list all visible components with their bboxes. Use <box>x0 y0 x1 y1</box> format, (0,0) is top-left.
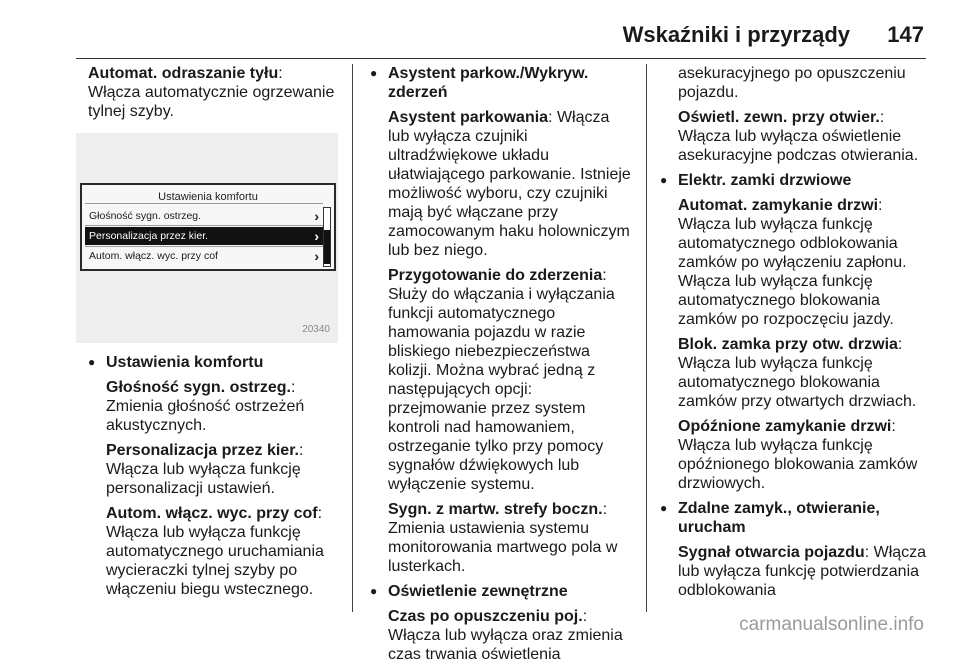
display-menu-label: Głośność sygn. ostrzeg. <box>89 210 202 222</box>
entry-term: Asystent parkowania <box>388 109 549 126</box>
entry-term: Automat. odraszanie tyłu <box>88 65 279 82</box>
entry-term: Sygnał otwarcia pojazdu <box>678 544 865 561</box>
entry-term: Głośność sygn. ostrzeg. <box>106 379 291 396</box>
display-divider <box>85 203 323 204</box>
column-2 <box>370 64 635 670</box>
display-menu-item-selected <box>85 227 323 245</box>
display-title: Ustawienia komfortu <box>158 191 258 203</box>
column-3 <box>660 64 930 606</box>
display-divider <box>85 225 323 226</box>
entry-term: Automat. zamykanie drzwi <box>678 197 879 214</box>
section-bullet-remote: ● Zdalne zamyk., otwieranie, urucham <box>660 499 930 537</box>
entry-item: Przygotowanie do zderzenia: Służy do włączania i wyłączania funkcji automatycznego hamowania pojazdu w razie bliskiego niebezpieczeństwa kolizji. Można wybrać jedną z następujących opcji: przejmowanie przez system kontroli nad hamowaniem, ostrzeganie tylko przy pomocy sygnałów dźwiękowych lub wyłączenie systemu. <box>388 267 615 493</box>
entry-term: Przygotowanie do zderzenia <box>388 267 603 284</box>
entry-term: Blok. zamka przy otw. drzwia <box>678 336 898 353</box>
entry-item: Oświetl. zewn. przy otwier.: Włącza lub wyłącza oświetlenie asekuracyjne podczas otwierania. <box>678 109 919 164</box>
entry-continuation: asekuracyjnego po opuszczeniu pojazdu. <box>678 65 906 101</box>
entry-item: Głośność sygn. ostrzeg.: Zmienia głośność ostrzeżeń akustycznych. <box>106 379 305 434</box>
entry-desc: Włącza lub wyłącza oraz zmienia czas trwania oświetlenia <box>388 627 623 663</box>
chevron-right-icon: › <box>314 208 319 224</box>
column-divider-1 <box>352 64 353 612</box>
display-scrollbar <box>323 207 331 267</box>
entry-item: Sygnał otwarcia pojazdu: Włącza lub wyłącza funkcję potwierdzania odblokowania <box>678 544 927 599</box>
entry-desc: Włącza lub wyłącza funkcję automatycznego blokowania zamków przy otwartych drzwiach. <box>678 355 917 410</box>
entry-rear-defrost: Automat. odraszanie tyłu: Włącza automatycznie ogrzewanie tylnej szyby. <box>88 65 335 120</box>
entry-desc: Włącza automatycznie ogrzewanie tylnej szyby. <box>88 84 335 120</box>
entry-item: Blok. zamka przy otw. drzwia: Włącza lub wyłącza funkcję automatycznego blokowania zamków przy otwartych drzwiach. <box>678 336 917 410</box>
display-menu-label: Autom. włącz. wyc. przy cof <box>89 250 218 262</box>
entry-item: Opóźnione zamykanie drzwi: Włącza lub wyłącza funkcję opóźnionego blokowania zamków drzwiowych. <box>678 418 918 492</box>
display-screen <box>80 183 336 271</box>
entry-term: Oświetl. zewn. przy otwier. <box>678 109 880 126</box>
column-divider-2 <box>646 64 647 612</box>
entry-desc: Włącza lub wyłącza funkcję potwierdzania odblokowania <box>678 544 927 599</box>
display-menu-item <box>85 207 323 225</box>
page-header <box>0 0 960 60</box>
chevron-right-icon: › <box>314 248 319 264</box>
entry-item: Autom. włącz. wyc. przy cof: Włącza lub wyłącza funkcję automatycznego uruchamiania wycieraczki tylnej szyby po włączeniu biegu wstecznego. <box>106 505 324 598</box>
entry-desc: Zmienia ustawienia systemu monitorowania martwego pola w lusterkach. <box>388 520 618 575</box>
column-1 <box>88 64 340 605</box>
page-number: 147 <box>887 22 924 47</box>
watermark: carmanualsonline.info <box>739 614 924 635</box>
entry-desc: Włącza lub wyłącza czujniki ultradźwiękowe układu ułatwiającego parkowanie. Istnieje możliwość wyboru, czy czujniki mają być włączane przy zamocowanym haku holowniczym lub bez niego. <box>388 109 631 259</box>
entry-term: Opóźnione zamykanie drzwi <box>678 418 892 435</box>
entry-desc: Zmienia głośność ostrzeżeń akustycznych. <box>106 398 305 434</box>
figure-number: 20340 <box>302 324 330 335</box>
entry-desc: Służy do włączania i wyłączania funkcji automatycznego hamowania pojazdu w razie bliskiego niebezpieczeństwa kolizji. Można wybrać jedną z następujących opcji: przejmowanie przez system kontroli nad hamowaniem, ostrzeganie tylko przy pomocy sygnałów dźwiękowych lub wyłączenie systemu. <box>388 286 615 493</box>
entry-item: Asystent parkowania: Włącza lub wyłącza czujniki ultradźwiękowe układu ułatwiającego parkowanie. Istnieje możliwość wyboru, czy czujniki mają być włączane przy zamocowanym haku holowniczym lub bez niego. <box>388 109 631 259</box>
section-bullet-exterior-lighting: ● Oświetlenie zewnętrzne <box>370 582 635 601</box>
entry-desc: Włącza lub wyłącza funkcję personalizacji ustawień. <box>106 461 301 497</box>
entry-item: Sygn. z martw. strefy boczn.: Zmienia ustawienia systemu monitorowania martwego pola w lusterkach. <box>388 501 618 575</box>
entry-term: Autom. włącz. wyc. przy cof <box>106 505 318 522</box>
entry-term: Czas po opuszczeniu poj. <box>388 608 583 625</box>
display-menu-label: Personalizacja przez kier. <box>89 230 209 242</box>
display-menu-item <box>85 247 323 265</box>
entry-desc: Włącza lub wyłącza funkcję opóźnionego blokowania zamków drzwiowych. <box>678 437 918 492</box>
section-bullet-door-locks: ● Elektr. zamki drzwiowe <box>660 171 930 190</box>
page-title: Wskaźniki i przyrządy <box>622 22 850 47</box>
entry-item: Personalizacja przez kier.: Włącza lub wyłącza funkcję personalizacji ustawień. <box>106 442 304 497</box>
entry-desc: Włącza lub wyłącza oświetlenie asekuracyjne podczas otwierania. <box>678 128 919 164</box>
entry-desc: Włącza lub wyłącza funkcję automatycznego uruchamiania wycieraczki tylnej szyby po włączeniu biegu wstecznego. <box>106 524 324 598</box>
entry-item: Automat. zamykanie drzwi: Włącza lub wyłącza funkcję automatycznego odblokowania zamków po wyłączeniu zapłonu. Włącza lub wyłącza funkcję automatycznego blokowania zamków po rozpoczęciu jazdy. <box>678 197 907 328</box>
entry-term: Sygn. z martw. strefy boczn. <box>388 501 603 518</box>
header-divider <box>76 58 926 59</box>
section-bullet-parking: ● Asystent parkow./Wykryw. zderzeń <box>370 64 635 102</box>
entry-term: Personalizacja przez kier. <box>106 442 299 459</box>
chevron-right-icon: › <box>314 228 319 244</box>
entry-desc: Włącza lub wyłącza funkcję automatycznego odblokowania zamków po wyłączeniu zapłonu. Włącza lub wyłącza funkcję automatycznego blokowania zamków po rozpoczęciu jazdy. <box>678 216 907 328</box>
display-figure <box>76 133 338 343</box>
section-bullet-comfort: ● Ustawienia komfortu <box>88 353 340 372</box>
entry-item: Czas po opuszczeniu poj.: Włącza lub wyłącza oraz zmienia czas trwania oświetlenia <box>388 608 623 663</box>
display-scroll-thumb <box>324 230 330 264</box>
